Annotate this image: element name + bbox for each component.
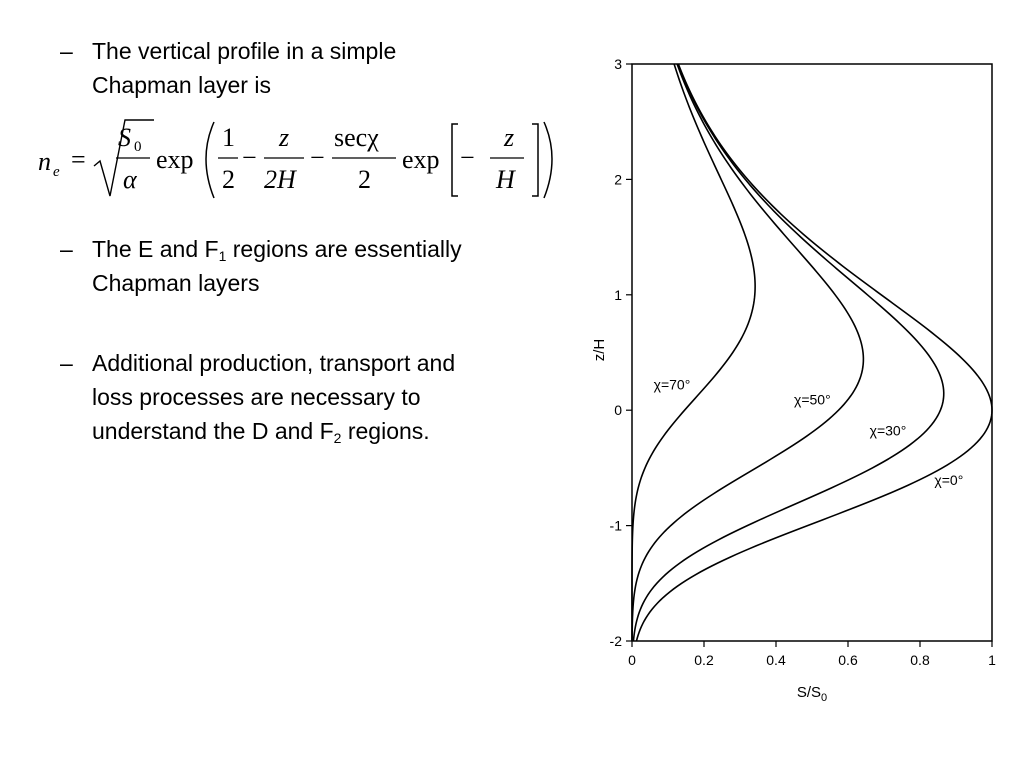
bullet-text: The vertical profile in a simple Chapman layer is (92, 38, 397, 98)
formula-frac4-den: H (496, 165, 515, 194)
y-tick-label: 2 (614, 171, 622, 188)
x-tick-label: 0.8 (910, 652, 930, 668)
bullet-additional-processes (60, 346, 500, 448)
formula-equals: = (71, 145, 86, 174)
curve-label: χ=30° (869, 422, 907, 439)
y-tick-label: 1 (614, 286, 622, 303)
bullet-text-part: Additional production, transport and loss processes are necessary to understand the D and F (92, 350, 456, 444)
subscript: 1 (218, 248, 227, 264)
y-tick-label: 0 (614, 402, 622, 419)
plot-frame (632, 64, 992, 641)
subscript: 2 (333, 430, 342, 446)
formula-frac1-den: 2 (222, 165, 235, 194)
y-tick-label: 3 (614, 56, 622, 72)
x-tick-label: 0.2 (694, 652, 714, 668)
curve-2 (632, 64, 863, 641)
formula-frac4-num: z (504, 123, 515, 152)
bullet-chapman-profile (60, 34, 500, 102)
bracket-right (532, 124, 538, 196)
formula-frac1-num: 1 (222, 123, 235, 152)
chapman-profile-chart (590, 40, 1010, 720)
curves (632, 64, 992, 641)
x-tick-label: 1 (988, 652, 996, 668)
formula-alpha: α (123, 165, 137, 194)
paren-left (206, 122, 214, 198)
formula-minus: − (460, 143, 475, 172)
bullet-dash: – (60, 236, 73, 262)
formula-minus: − (310, 143, 325, 172)
bullet-e-f1-regions (60, 232, 500, 300)
formula-ne: n (38, 147, 51, 176)
formula-exp: exp (402, 145, 440, 174)
bullet-text (92, 232, 500, 300)
bullet-dash: – (60, 38, 73, 64)
y-axis (610, 56, 632, 649)
x-axis (628, 641, 996, 668)
formula-frac3-num: secχ (334, 123, 379, 152)
bullet-text-part: The E and F (92, 236, 219, 262)
x-axis-label-sub: 0 (821, 692, 828, 704)
x-tick-label: 0 (628, 652, 636, 668)
formula-s0-sub: 0 (134, 139, 142, 155)
curve-label: χ=0° (934, 472, 964, 489)
curve-label: χ=50° (794, 391, 831, 408)
curve-label: χ=70° (653, 376, 691, 393)
bullet-dash: – (60, 350, 73, 376)
formula-frac2-den: 2H (264, 165, 296, 194)
bullet-text (92, 346, 500, 448)
x-tick-label: 0.4 (766, 652, 786, 668)
chapman-formula (28, 108, 588, 208)
x-tick-label: 0.6 (838, 652, 858, 668)
formula-ne-sub: e (53, 164, 60, 180)
paren-right (544, 122, 552, 198)
y-tick-label: -1 (609, 517, 622, 534)
x-axis-label (797, 684, 827, 704)
curve-0 (636, 64, 992, 641)
formula-exp: exp (156, 145, 194, 174)
formula-frac2-num: z (279, 123, 290, 152)
bullet-text-part: regions are essentially Chapman layers (92, 236, 462, 296)
formula-frac3-den: 2 (358, 165, 371, 194)
x-axis-label-main: S/S (796, 684, 822, 701)
bullet-text-part: regions. (341, 418, 430, 444)
y-tick-label: -2 (609, 633, 622, 649)
bracket-left (452, 124, 458, 196)
formula-s0: S (118, 123, 131, 152)
curve-1 (633, 64, 943, 641)
y-axis-label: z/H (590, 338, 608, 362)
formula-minus: − (242, 143, 257, 172)
